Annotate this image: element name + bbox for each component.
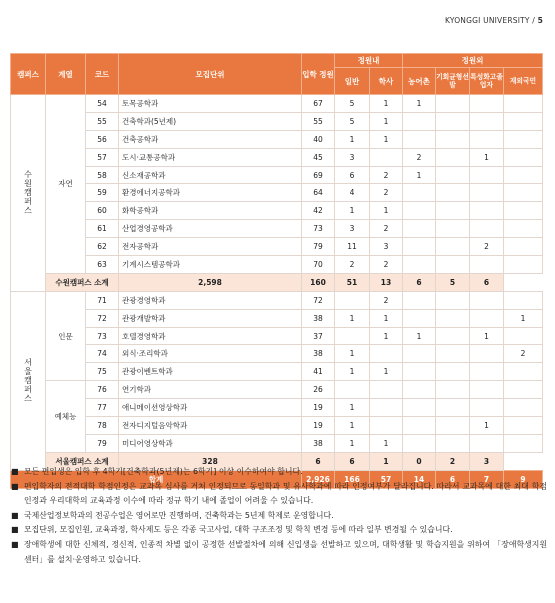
foreign-cell bbox=[504, 381, 543, 399]
unit-name-cell: 산업경영공학과 bbox=[119, 220, 302, 238]
equal-cell bbox=[436, 220, 470, 238]
farming-cell: 1 bbox=[370, 452, 403, 470]
foreign-cell bbox=[504, 166, 543, 184]
equal-cell: 0 bbox=[403, 452, 436, 470]
code-cell: 56 bbox=[86, 130, 119, 148]
foreign-cell bbox=[504, 148, 543, 166]
quota-cell: 328 bbox=[119, 452, 302, 470]
equal-cell bbox=[436, 309, 470, 327]
code-cell: 79 bbox=[86, 434, 119, 452]
scholar-cell bbox=[370, 148, 403, 166]
col-series: 계열 bbox=[46, 54, 86, 95]
scholar-cell: 1 bbox=[370, 130, 403, 148]
code-cell: 78 bbox=[86, 417, 119, 435]
table-row bbox=[11, 220, 543, 238]
special-cell bbox=[470, 291, 504, 309]
equal-cell bbox=[436, 345, 470, 363]
farming-cell bbox=[403, 256, 436, 274]
special-cell bbox=[470, 202, 504, 220]
special-cell: 7 bbox=[470, 470, 504, 488]
total-label: 합계 bbox=[11, 470, 302, 488]
equal-cell bbox=[436, 399, 470, 417]
page-number: 5 bbox=[537, 16, 543, 25]
note-item bbox=[11, 465, 547, 480]
scholar-cell: 1 bbox=[370, 363, 403, 381]
special-cell bbox=[470, 434, 504, 452]
table-row bbox=[11, 417, 543, 435]
farming-cell: 1 bbox=[403, 327, 436, 345]
series-nature: 자연 bbox=[46, 95, 86, 274]
table-row bbox=[11, 345, 543, 363]
foreign-cell bbox=[504, 291, 543, 309]
table-row bbox=[11, 148, 543, 166]
quota-cell: 2,598 bbox=[119, 273, 302, 291]
scholar-cell: 1 bbox=[370, 309, 403, 327]
table-row bbox=[11, 256, 543, 274]
unit-name-cell: 관광개발학과 bbox=[119, 309, 302, 327]
unit-name-cell: 전자디지털음악학과 bbox=[119, 417, 302, 435]
unit-name-cell: 건축학과(5년제) bbox=[119, 112, 302, 130]
general-cell: 1 bbox=[335, 345, 370, 363]
scholar-cell: 57 bbox=[370, 470, 403, 488]
farming-cell bbox=[403, 363, 436, 381]
scholar-cell: 2 bbox=[370, 166, 403, 184]
quota-cell: 72 bbox=[302, 291, 335, 309]
quota-cell: 64 bbox=[302, 184, 335, 202]
note-text: 국제산업정보학과의 전공수업은 영어로만 진행하며, 건축학과는 5년제 학제로 운영합니다. bbox=[24, 510, 334, 520]
note-text: 모든 편입생은 입학 후 4학기[건축학과(5년제)는 6학기] 이상 이수하여야 합니다. bbox=[24, 467, 303, 476]
series-humanities: 인문 bbox=[46, 291, 86, 380]
equal-cell bbox=[436, 95, 470, 113]
foreign-cell bbox=[504, 434, 543, 452]
special-cell bbox=[470, 399, 504, 417]
special-cell bbox=[470, 381, 504, 399]
foreign-cell bbox=[504, 220, 543, 238]
quota-cell: 70 bbox=[302, 256, 335, 274]
special-cell bbox=[470, 256, 504, 274]
foreign-cell bbox=[504, 112, 543, 130]
special-cell: 5 bbox=[436, 273, 470, 291]
unit-name-cell: 화학공학과 bbox=[119, 202, 302, 220]
scholar-cell: 1 bbox=[370, 434, 403, 452]
equal-cell bbox=[436, 327, 470, 345]
col-campus: 캠퍼스 bbox=[11, 54, 46, 95]
equal-cell bbox=[436, 291, 470, 309]
general-cell: 4 bbox=[335, 184, 370, 202]
foreign-cell bbox=[504, 95, 543, 113]
special-cell bbox=[470, 363, 504, 381]
code-cell: 59 bbox=[86, 184, 119, 202]
table-row bbox=[11, 202, 543, 220]
suwon-subtotal-row-label: 수원캠퍼스 소계 bbox=[46, 273, 119, 291]
campus-suwon: 수원캠퍼스 bbox=[11, 95, 46, 292]
scholar-cell: 2 bbox=[370, 256, 403, 274]
quota-cell: 38 bbox=[302, 345, 335, 363]
code-cell: 76 bbox=[86, 381, 119, 399]
university-name: KYONGGI UNIVERSITY bbox=[444, 16, 530, 25]
general-cell: 3 bbox=[335, 220, 370, 238]
foreign-cell bbox=[504, 363, 543, 381]
seoul-subtotal-row-label: 서울캠퍼스 소계 bbox=[46, 452, 119, 470]
general-cell bbox=[335, 291, 370, 309]
general-cell: 1 bbox=[335, 130, 370, 148]
scholar-cell: 2 bbox=[370, 184, 403, 202]
general-cell: 1 bbox=[335, 417, 370, 435]
general-cell: 1 bbox=[335, 202, 370, 220]
farming-cell bbox=[403, 220, 436, 238]
suwon-subtotal-row bbox=[11, 273, 543, 291]
general-cell: 2 bbox=[335, 256, 370, 274]
unit-name-cell: 건축공학과 bbox=[119, 130, 302, 148]
unit-name-cell: 기계시스템공학과 bbox=[119, 256, 302, 274]
general-cell: 1 bbox=[335, 399, 370, 417]
note-text: 편입학자의 전적대학 학점인정은 교과목 심사를 거쳐 인정되므로 동일학과 및 유사학과에 따라 인정여부가 달라집니다. 따라서 교과목에 대한 최대 학점인정과 우리대학의 교육과정 이수에 따라 정규 학기 내에 졸업이 어려울 수 있습니다. bbox=[24, 481, 547, 506]
scholar-cell: 1 bbox=[370, 327, 403, 345]
code-cell: 77 bbox=[86, 399, 119, 417]
general-cell: 6 bbox=[335, 166, 370, 184]
general-cell: 6 bbox=[302, 452, 335, 470]
quota-cell: 42 bbox=[302, 202, 335, 220]
campus-seoul: 서울캠퍼스 bbox=[11, 291, 46, 470]
unit-name-cell: 토목공학과 bbox=[119, 95, 302, 113]
col-unit: 모집단위 bbox=[119, 54, 302, 95]
special-cell bbox=[470, 345, 504, 363]
farming-cell bbox=[403, 345, 436, 363]
equal-cell bbox=[436, 148, 470, 166]
col-general: 일반 bbox=[335, 68, 370, 95]
foreign-cell: 1 bbox=[504, 309, 543, 327]
bullet-icon: ■ bbox=[11, 467, 19, 476]
scholar-cell: 1 bbox=[370, 202, 403, 220]
unit-name-cell: 애니메이션영상학과 bbox=[119, 399, 302, 417]
special-cell: 2 bbox=[470, 238, 504, 256]
scholar-cell: 2 bbox=[370, 220, 403, 238]
equal-cell bbox=[436, 130, 470, 148]
special-cell: 2 bbox=[436, 452, 470, 470]
quota-cell: 67 bbox=[302, 95, 335, 113]
general-cell bbox=[335, 327, 370, 345]
table-row bbox=[11, 238, 543, 256]
general-cell: 11 bbox=[335, 238, 370, 256]
scholar-cell: 1 bbox=[370, 112, 403, 130]
quota-cell: 73 bbox=[302, 220, 335, 238]
farming-cell bbox=[403, 184, 436, 202]
col-farming: 농어촌 bbox=[403, 68, 436, 95]
foreign-cell bbox=[504, 238, 543, 256]
scholar-cell bbox=[370, 381, 403, 399]
special-cell: 1 bbox=[470, 417, 504, 435]
general-cell: 1 bbox=[335, 434, 370, 452]
unit-name-cell: 관광이벤트학과 bbox=[119, 363, 302, 381]
unit-name-cell: 관광경영학과 bbox=[119, 291, 302, 309]
col-quota: 입학 정원 bbox=[302, 54, 335, 95]
equal-cell bbox=[436, 112, 470, 130]
foreign-cell bbox=[504, 327, 543, 345]
admission-quota-table bbox=[10, 53, 543, 489]
notes bbox=[11, 465, 547, 567]
farming-cell bbox=[403, 417, 436, 435]
code-cell: 75 bbox=[86, 363, 119, 381]
general-cell: 3 bbox=[335, 148, 370, 166]
farming-cell bbox=[403, 399, 436, 417]
farming-cell: 13 bbox=[370, 273, 403, 291]
foreign-cell bbox=[504, 256, 543, 274]
table-row bbox=[11, 327, 543, 345]
foreign-cell bbox=[504, 202, 543, 220]
farming-cell: 14 bbox=[403, 470, 436, 488]
equal-cell bbox=[436, 256, 470, 274]
code-cell: 57 bbox=[86, 148, 119, 166]
code-cell: 72 bbox=[86, 309, 119, 327]
quota-cell: 55 bbox=[302, 112, 335, 130]
farming-cell bbox=[403, 434, 436, 452]
quota-cell: 19 bbox=[302, 417, 335, 435]
quota-cell: 45 bbox=[302, 148, 335, 166]
col-foreign: 재외국민 bbox=[504, 68, 543, 95]
unit-name-cell: 호텔경영학과 bbox=[119, 327, 302, 345]
scholar-cell bbox=[370, 399, 403, 417]
equal-cell bbox=[436, 434, 470, 452]
bullet-icon: ■ bbox=[11, 525, 19, 535]
unit-name-cell: 연기학과 bbox=[119, 381, 302, 399]
foreign-cell: 2 bbox=[504, 345, 543, 363]
special-cell bbox=[470, 309, 504, 327]
quota-cell: 37 bbox=[302, 327, 335, 345]
table-row bbox=[11, 184, 543, 202]
farming-cell bbox=[403, 309, 436, 327]
unit-name-cell: 전자공학과 bbox=[119, 238, 302, 256]
scholar-cell: 51 bbox=[335, 273, 370, 291]
scholar-cell: 2 bbox=[370, 291, 403, 309]
note-text: 장애학생에 대한 신체적, 정신적, 인종적 차별 없이 공정한 선발절차에 의해 신입생을 선발하고 있으며, 대학생활 및 학습지원을 위하여 「장애학생지원센터」를 설치·운영하고 있습니다. bbox=[24, 539, 547, 564]
table-row bbox=[11, 130, 543, 148]
table-row bbox=[11, 291, 543, 309]
scholar-cell: 1 bbox=[370, 95, 403, 113]
table-row bbox=[11, 166, 543, 184]
equal-cell: 6 bbox=[403, 273, 436, 291]
foreign-cell: 6 bbox=[470, 273, 504, 291]
table-row bbox=[11, 399, 543, 417]
code-cell: 60 bbox=[86, 202, 119, 220]
equal-cell bbox=[436, 363, 470, 381]
general-cell: 160 bbox=[302, 273, 335, 291]
quota-cell: 79 bbox=[302, 238, 335, 256]
table-row bbox=[11, 112, 543, 130]
quota-cell: 26 bbox=[302, 381, 335, 399]
unit-name-cell: 도시·교통공학과 bbox=[119, 148, 302, 166]
general-cell: 5 bbox=[335, 95, 370, 113]
general-cell: 1 bbox=[335, 309, 370, 327]
bullet-icon: ■ bbox=[11, 539, 19, 549]
equal-cell bbox=[436, 184, 470, 202]
code-cell: 58 bbox=[86, 166, 119, 184]
foreign-cell bbox=[504, 399, 543, 417]
code-cell: 54 bbox=[86, 95, 119, 113]
farming-cell bbox=[403, 112, 436, 130]
code-cell: 62 bbox=[86, 238, 119, 256]
unit-name-cell: 외식·조리학과 bbox=[119, 345, 302, 363]
general-cell: 1 bbox=[335, 363, 370, 381]
equal-cell bbox=[436, 166, 470, 184]
general-cell bbox=[335, 381, 370, 399]
equal-cell bbox=[436, 417, 470, 435]
scholar-cell bbox=[370, 417, 403, 435]
farming-cell bbox=[403, 291, 436, 309]
scholar-cell: 6 bbox=[335, 452, 370, 470]
quota-cell: 19 bbox=[302, 399, 335, 417]
col-within: 정원내 bbox=[335, 54, 403, 68]
table-row bbox=[11, 95, 543, 113]
foreign-cell bbox=[504, 184, 543, 202]
col-equal: 기회균형선발 bbox=[436, 68, 470, 95]
special-cell: 1 bbox=[470, 148, 504, 166]
code-cell: 55 bbox=[86, 112, 119, 130]
special-cell bbox=[470, 95, 504, 113]
foreign-cell: 9 bbox=[504, 470, 543, 488]
page-header bbox=[445, 16, 543, 25]
farming-cell: 2 bbox=[403, 148, 436, 166]
code-cell: 61 bbox=[86, 220, 119, 238]
foreign-cell: 3 bbox=[470, 452, 504, 470]
special-cell bbox=[470, 130, 504, 148]
table-row bbox=[11, 434, 543, 452]
unit-name-cell: 미디어영상학과 bbox=[119, 434, 302, 452]
foreign-cell bbox=[504, 130, 543, 148]
col-code: 코드 bbox=[86, 54, 119, 95]
special-cell bbox=[470, 166, 504, 184]
farming-cell: 1 bbox=[403, 95, 436, 113]
code-cell: 74 bbox=[86, 345, 119, 363]
note-item bbox=[11, 480, 547, 509]
col-scholar: 학사 bbox=[370, 68, 403, 95]
farming-cell bbox=[403, 238, 436, 256]
unit-name-cell: 신소재공학과 bbox=[119, 166, 302, 184]
note-item bbox=[11, 509, 547, 524]
equal-cell bbox=[436, 238, 470, 256]
farming-cell: 1 bbox=[403, 166, 436, 184]
col-outside: 정원외 bbox=[403, 54, 543, 68]
header-separator: / bbox=[529, 16, 538, 25]
bullet-icon: ■ bbox=[11, 481, 19, 491]
quota-cell: 40 bbox=[302, 130, 335, 148]
note-item bbox=[11, 538, 547, 567]
code-cell: 63 bbox=[86, 256, 119, 274]
special-cell bbox=[470, 112, 504, 130]
general-cell: 166 bbox=[335, 470, 370, 488]
equal-cell bbox=[436, 381, 470, 399]
unit-name-cell: 환경에너지공학과 bbox=[119, 184, 302, 202]
foreign-cell bbox=[504, 417, 543, 435]
bullet-icon: ■ bbox=[11, 510, 19, 520]
equal-cell: 6 bbox=[436, 470, 470, 488]
farming-cell bbox=[403, 381, 436, 399]
series-arts: 예체능 bbox=[46, 381, 86, 453]
code-cell: 73 bbox=[86, 327, 119, 345]
table-row bbox=[11, 363, 543, 381]
note-text: 모집단위, 모집인원, 교육과정, 학사제도 등은 각종 국고사업, 대학 구조조정 및 학칙 변경 등에 따라 일부 변경될 수 있습니다. bbox=[24, 525, 453, 535]
code-cell: 71 bbox=[86, 291, 119, 309]
quota-cell: 38 bbox=[302, 309, 335, 327]
special-cell bbox=[470, 184, 504, 202]
equal-cell bbox=[436, 202, 470, 220]
farming-cell bbox=[403, 130, 436, 148]
quota-cell: 69 bbox=[302, 166, 335, 184]
general-cell: 5 bbox=[335, 112, 370, 130]
note-item bbox=[11, 523, 547, 538]
col-special: 특성화고졸업자 bbox=[470, 68, 504, 95]
scholar-cell: 3 bbox=[370, 238, 403, 256]
quota-cell: 38 bbox=[302, 434, 335, 452]
special-cell bbox=[470, 220, 504, 238]
table-row bbox=[11, 309, 543, 327]
special-cell: 1 bbox=[470, 327, 504, 345]
table-row bbox=[11, 381, 543, 399]
farming-cell bbox=[403, 202, 436, 220]
quota-cell: 41 bbox=[302, 363, 335, 381]
scholar-cell bbox=[370, 345, 403, 363]
quota-cell: 2,926 bbox=[302, 470, 335, 488]
